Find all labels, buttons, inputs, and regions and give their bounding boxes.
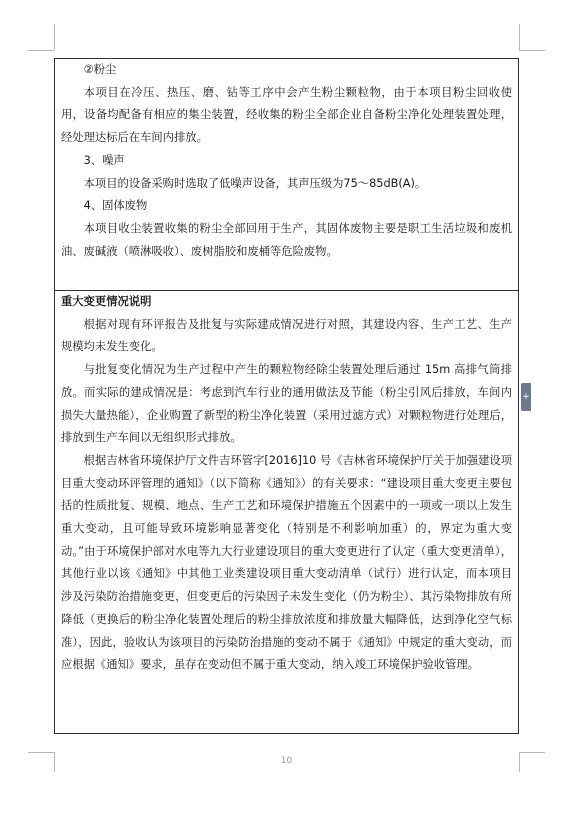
plus-icon: +: [522, 392, 530, 402]
regulation-paragraph: 根据吉林省环境保护厅文件吉环管字[2016]10 号《吉林省环境保护厅关于加强建设项目重大变动环评管理的通知》（以下简称《通知》）的有关要求：“建设项目重大变更主要包括的性质批复、规模、地点、生产工艺和环境保护措施五个因素中的一项或一项以上发生重大变动，且可能导致环境影响显著变化（特别是不利影响加重）的，界定为重大变动。”由于环境保护部对水电等九大行业建设项目的重大变更进行了认定（重大变更清单），其他行业以该《通知》中其他工业类建设项目重大变动清单（试行）进行认定，而本项目涉及污染防治措施变更，但变更后的污染因子未发生变化（仍为粉尘）、其污染物排放有所降低（更换后的粉尘净化装置处理后的粉尘排放浓度和排放量大幅降低，达到净化空气标准），因此，验收认为该项目的污染防治措施的变动不属于《通知》中规定的重大变动，而应根据《通知》要求，虽存在变动但不属于重大变动，纳入竣工环境保护验收管理。: [61, 453, 512, 672]
crop-mark-top-right-h: [519, 50, 545, 51]
major-change-section: [55, 291, 518, 733]
content-table: [54, 58, 519, 734]
comparison-paragraph: 根据对现有环评报告及批复与实际建成情况进行对照，其建设内容、生产工艺、生产规模均未发生变化。: [61, 317, 512, 354]
dust-subheading: ②粉尘: [83, 63, 117, 76]
page-number: 10: [280, 756, 293, 766]
noise-paragraph: 本项目的设备采购时选取了低噪声设备，其声压级为75～85dB(A)。: [83, 176, 427, 190]
solid-waste-subheading: 4、固体废物: [83, 199, 148, 213]
emissions-section: [55, 59, 518, 291]
crop-mark-top-left-v: [54, 24, 55, 50]
noise-subheading: 3、噪声: [83, 153, 125, 167]
change-paragraph: 与批复变化情况为生产过程中产生的颗粒物经除尘装置处理后通过 15m 高排气筒排放。而实际的建成情况是：考虑到汽车行业的通用做法及节能（粉尘引风后排放，车间内损失大量热能），企业购置了新型的粉尘净化装置（采用过滤方式）对颗粒物进行处理后，排放到生产车间以无组织形式排放。: [61, 363, 512, 445]
crop-mark-bottom-left-h: [28, 752, 54, 753]
expand-tab-button[interactable]: [521, 383, 531, 411]
solid-waste-paragraph: 本项目收尘装置收集的粉尘全部回用于生产，其固体废物主要是职工生活垃圾和废机油、废碱液（喷淋吸收）、废树脂胶和废桶等危险废物。: [61, 221, 512, 258]
crop-mark-bottom-right-h: [519, 752, 545, 753]
section-heading: 重大变更情况说明: [61, 295, 152, 308]
crop-mark-top-left-h: [28, 50, 54, 51]
crop-mark-top-right-v: [519, 24, 520, 50]
dust-paragraph: 本项目在冷压、热压、磨、钻等工序中会产生粉尘颗粒物，由于本项目粉尘回收使用，设备均配备有相应的集尘装置，经收集的粉尘全部企业自备粉尘净化处理装置处理，经处理达标后在车间内排放。: [61, 85, 512, 145]
